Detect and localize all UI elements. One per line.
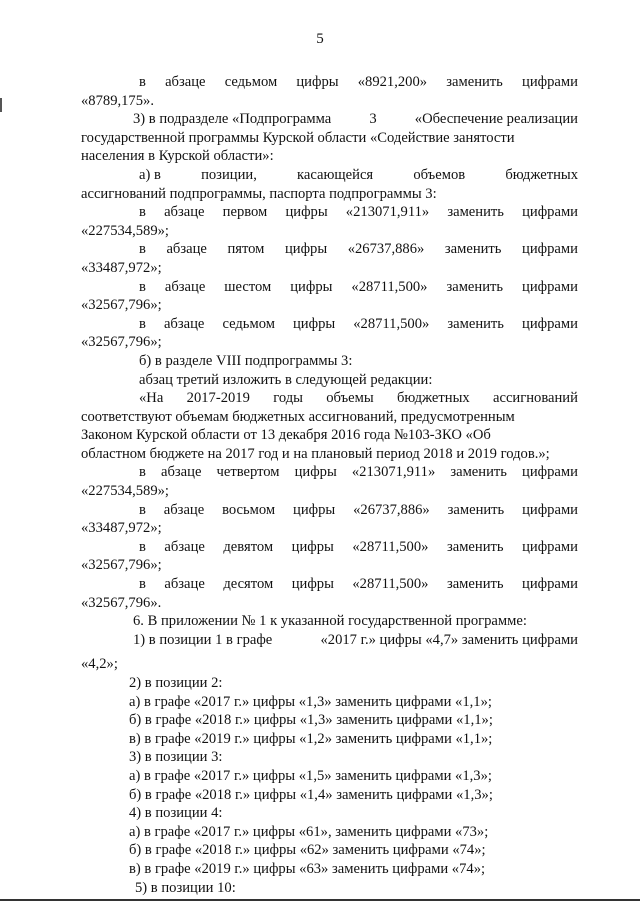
text-line xyxy=(81,426,578,445)
text-run: цифрами xyxy=(522,501,578,518)
text-run: соответствуют объемам бюджетных ассигнований, предусмотренным xyxy=(81,408,515,425)
text-run: населения в Курской области»: xyxy=(81,148,274,165)
text-line xyxy=(81,879,578,898)
text-line xyxy=(81,371,578,390)
text-run: б) в графе «2018 г.» цифры «62» заменить цифрами «74»; xyxy=(129,842,486,859)
text-run: цифры xyxy=(293,501,336,518)
text-run: ассигнований xyxy=(492,390,578,407)
text-run: бюджетных xyxy=(505,166,578,183)
text-run: б) в графе «2018 г.» цифры «1,4» заменить цифрами «1,3»; xyxy=(129,786,493,803)
text-run: Законом Курской области от 13 декабря 2016 года №103-ЗКО «Об xyxy=(81,427,491,444)
text-run: 5) в позиции 10: xyxy=(135,879,236,896)
text-run: объемы xyxy=(326,390,374,407)
text-run: в xyxy=(139,576,146,593)
text-line xyxy=(81,185,578,204)
text-run: «28711,500» xyxy=(352,576,429,593)
text-line xyxy=(81,482,578,501)
text-run: касающейся xyxy=(297,166,374,183)
text-run: бюджетных xyxy=(397,390,470,407)
text-run: в xyxy=(139,464,146,481)
text-line xyxy=(81,129,578,148)
text-run: «Обеспечение реализации xyxy=(414,111,578,128)
text-run: «На xyxy=(139,390,164,407)
text-run: «26737,886» xyxy=(353,501,430,518)
text-run: в xyxy=(139,315,146,332)
text-line xyxy=(81,445,578,464)
text-line xyxy=(81,655,578,674)
text-run: «227534,589»; xyxy=(81,483,169,500)
text-line xyxy=(81,352,578,371)
text-line xyxy=(81,804,578,823)
text-run: заменить xyxy=(446,74,503,90)
text-run: в) в графе «2019 г.» цифры «1,2» заменить цифрами «1,1»; xyxy=(129,730,493,747)
text-run: заменить xyxy=(447,501,505,518)
text-run: абзаце xyxy=(164,278,206,295)
text-run: заменить xyxy=(447,315,504,332)
text-run: первом xyxy=(222,204,268,221)
text-line xyxy=(81,860,578,879)
text-line xyxy=(81,92,578,111)
text-run: «227534,589»; xyxy=(81,222,169,239)
document-body xyxy=(81,73,578,897)
text-run: в) в графе «2019 г.» цифры «63» заменить цифрами «74»; xyxy=(129,860,486,877)
text-run: цифрами xyxy=(522,241,578,258)
text-run: годы xyxy=(273,390,303,407)
text-line xyxy=(81,259,578,278)
text-run: заменить xyxy=(446,576,504,593)
text-run: «213071,911» xyxy=(345,204,430,221)
text-line xyxy=(81,748,578,767)
text-run: 3) в подразделе «Подпрограмма xyxy=(133,111,332,128)
text-run: цифры xyxy=(291,538,334,555)
text-run: государственной программы Курской области «Содействие занятости xyxy=(81,129,515,146)
text-run: «28711,500» xyxy=(352,538,429,555)
text-line xyxy=(81,594,578,613)
text-run: «2017 г.» цифры «4,7» заменить цифрами xyxy=(320,631,578,648)
text-line xyxy=(81,240,578,259)
text-line xyxy=(81,786,578,805)
text-line xyxy=(81,693,578,712)
text-run: цифрами xyxy=(522,538,578,555)
text-run: цифры xyxy=(293,315,336,332)
text-run: а) в графе «2017 г.» цифры «61», заменить цифрами «73»; xyxy=(129,823,489,840)
text-run: цифры xyxy=(285,204,328,221)
text-run: цифрами xyxy=(522,278,578,295)
page-number: 5 xyxy=(316,31,324,47)
text-line xyxy=(81,203,578,222)
text-run: заменить xyxy=(446,538,504,555)
text-run: шестом xyxy=(224,278,272,295)
text-run: «8921,200» xyxy=(357,74,428,90)
text-run: 6. В приложении № 1 к указанной государственной программе: xyxy=(133,613,527,630)
text-run: а) в xyxy=(139,166,161,183)
text-run: в xyxy=(139,204,146,221)
text-line xyxy=(81,841,578,860)
text-run: абзаце xyxy=(166,241,207,258)
text-line xyxy=(81,389,578,408)
text-line xyxy=(81,612,578,631)
text-run: в xyxy=(139,501,146,518)
text-run: ассигнований подпрограммы, паспорта подпрограммы 3: xyxy=(81,185,437,202)
text-run: четвертом xyxy=(216,464,280,481)
text-run: б) в разделе VIII подпрограммы 3: xyxy=(139,352,353,369)
text-run: цифры xyxy=(296,74,339,90)
text-run: «213071,911» xyxy=(351,464,436,481)
text-line xyxy=(81,166,578,185)
text-line xyxy=(81,730,578,749)
text-run: цифрами xyxy=(522,576,578,593)
text-run: заменить xyxy=(447,204,504,221)
text-run: цифрами xyxy=(522,315,578,332)
text-line xyxy=(81,575,578,594)
text-run: 4) в позиции 4: xyxy=(129,805,223,822)
text-run: «8789,175». xyxy=(81,92,154,109)
text-run: седьмом xyxy=(222,315,275,332)
text-run: цифры xyxy=(291,576,334,593)
text-run: в xyxy=(139,278,146,295)
text-run: абзаце xyxy=(164,204,205,221)
text-run: абзаце xyxy=(163,315,205,332)
text-run: «28711,500» xyxy=(351,278,428,295)
text-run: абзаце xyxy=(164,576,205,593)
text-line xyxy=(81,674,578,693)
text-line xyxy=(81,73,578,92)
text-run: «32567,796»; xyxy=(81,334,162,351)
text-run: а) в графе «2017 г.» цифры «1,3» заменить цифрами «1,1»; xyxy=(129,693,492,710)
text-run: цифры xyxy=(284,241,328,258)
text-run: «32567,796»; xyxy=(81,557,162,574)
text-run: абзаце xyxy=(165,74,206,90)
text-run: «4,2»; xyxy=(81,656,118,673)
text-line xyxy=(81,110,578,129)
text-line xyxy=(81,501,578,520)
text-line xyxy=(81,278,578,297)
text-run: девятом xyxy=(223,538,274,555)
text-run: б) в графе «2018 г.» цифры «1,3» заменить цифрами «1,1»; xyxy=(129,712,493,729)
text-run: «26737,886» xyxy=(347,241,425,258)
text-run: областном бюджете на 2017 год и на плановый период 2018 и 2019 годов.»; xyxy=(81,445,550,462)
text-line xyxy=(81,296,578,315)
text-line xyxy=(81,222,578,241)
text-run: а) в графе «2017 г.» цифры «1,5» заменить цифрами «1,3»; xyxy=(129,767,492,784)
text-run: «33487,972»; xyxy=(81,520,162,537)
text-line xyxy=(81,711,578,730)
text-run: 2017-2019 xyxy=(186,390,250,407)
text-run: «32567,796». xyxy=(81,594,162,611)
text-run: «33487,972»; xyxy=(81,259,162,276)
text-run: пятом xyxy=(227,241,265,258)
text-line xyxy=(81,631,578,650)
text-run: абзаце xyxy=(160,464,202,481)
text-run: абзаце xyxy=(163,501,205,518)
text-run: заменить xyxy=(450,464,507,481)
text-run: «28711,500» xyxy=(353,315,430,332)
text-line xyxy=(81,538,578,557)
bottom-rule xyxy=(0,899,640,901)
text-run: восьмом xyxy=(222,501,276,518)
text-line xyxy=(81,147,578,166)
text-line xyxy=(81,315,578,334)
text-run: цифрами xyxy=(522,74,578,90)
text-line xyxy=(81,556,578,575)
text-run: цифры xyxy=(294,464,337,481)
text-run: в xyxy=(139,538,146,555)
text-run: в xyxy=(139,74,146,90)
text-run: цифры xyxy=(290,278,333,295)
text-run: цифрами xyxy=(522,464,578,481)
text-line xyxy=(81,823,578,842)
margin-mark xyxy=(0,98,2,112)
text-run: цифрами xyxy=(522,204,578,221)
text-run: 3) в позиции 3: xyxy=(129,749,223,766)
text-run: 2) в позиции 2: xyxy=(129,675,223,691)
text-run: десятом xyxy=(223,576,274,593)
text-run: седьмом xyxy=(224,74,278,90)
text-run: 1) в позиции 1 в графе xyxy=(133,631,273,648)
text-run: объемов xyxy=(413,166,466,183)
text-line xyxy=(81,408,578,427)
text-run: позиции, xyxy=(201,166,257,183)
text-run: 3 xyxy=(369,111,377,128)
text-line xyxy=(81,463,578,482)
text-run: в xyxy=(139,241,146,258)
text-run: заменить xyxy=(444,241,502,258)
text-line xyxy=(81,767,578,786)
text-run: абзаце xyxy=(164,538,205,555)
text-line xyxy=(81,519,578,538)
text-run: «32567,796»; xyxy=(81,297,162,314)
text-run: заменить xyxy=(446,278,504,295)
text-run: абзац третий изложить в следующей редакции: xyxy=(139,371,433,388)
text-line xyxy=(81,333,578,352)
